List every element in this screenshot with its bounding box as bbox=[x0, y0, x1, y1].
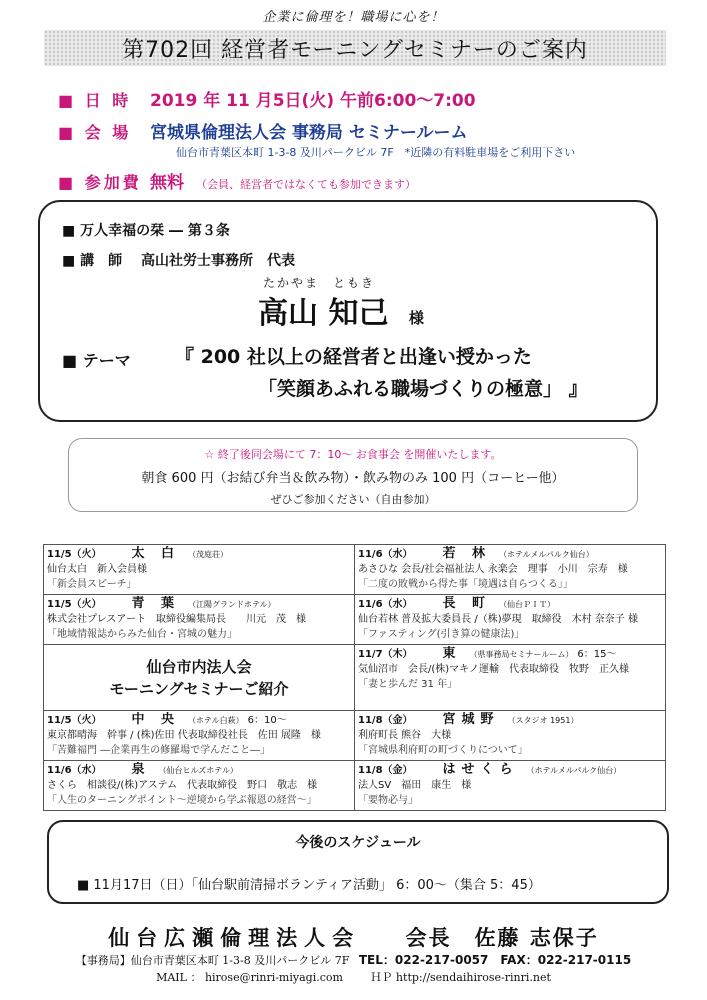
website[interactable]: ＨＰ http://sendaihirose-rinri.net bbox=[370, 971, 551, 984]
schedule-cell-header bbox=[358, 646, 662, 662]
schedule-date: 11/5（火） bbox=[47, 549, 102, 560]
fee-row bbox=[58, 168, 416, 193]
schedule-date: 11/8（金） bbox=[358, 765, 413, 776]
schedule-place: 東 bbox=[442, 646, 462, 661]
schedule-title: 「新会員スピーチ」 bbox=[47, 579, 137, 590]
office-address: 【事務局】仙台市青葉区本町 1-3-8 及川パークビル 7F bbox=[75, 954, 350, 967]
lecturer-line: ■ 講 師 高山社労士事務所 代表 bbox=[62, 253, 295, 269]
speaker-name-block bbox=[258, 288, 424, 332]
schedule-cell-header bbox=[47, 712, 351, 728]
schedule-title: 「宮城県利府町の町づくりについて」 bbox=[358, 745, 528, 756]
schedule-speaker: 気仙沼市 会長/(株)マキノ運輸 代表取締役 牧野 正久様 bbox=[358, 664, 629, 675]
schedule-cell bbox=[355, 595, 666, 645]
schedule-speaker: 利府町長 熊谷 大様 bbox=[358, 730, 452, 741]
lecture-box bbox=[38, 200, 658, 422]
schedule-cell bbox=[44, 711, 355, 761]
schedule-hall: （ホテルメルパルク仙台） bbox=[526, 766, 622, 775]
tel-fax: TEL：022-217-0057 FAX：022-217-0115 bbox=[358, 953, 632, 967]
schedule-speaker: 仙台若林 普及拡大委員長 /（株)夢現 取締役 木村 奈奈子 様 bbox=[358, 614, 638, 625]
schedule-cell-header bbox=[47, 596, 351, 612]
schedule-place: 太 白 bbox=[131, 546, 181, 561]
table-row bbox=[44, 711, 666, 761]
schedule-speaker: 株式会社プレスアート 取締役編集局長 川元 茂 様 bbox=[47, 614, 306, 625]
contact-line-1 bbox=[0, 951, 707, 968]
meal-invite: ぜひご参加ください（自由参加） bbox=[270, 493, 436, 506]
schedule-time: 6：15～ bbox=[577, 649, 617, 660]
fee-label: ■ 参加費 bbox=[58, 173, 142, 192]
schedule-speaker: 東京都晴海 幹事 / (株)佐田 代表取締役社長 佐田 展隆 様 bbox=[47, 730, 321, 741]
schedule-title: 「要物必与」 bbox=[358, 795, 418, 806]
schedule-speaker: あさひな 会長/社会福祉法人 永楽会 理事 小川 宗寿 様 bbox=[358, 564, 628, 575]
theme-line-1: 『 200 社以上の経営者と出逢い授かった bbox=[175, 346, 532, 368]
schedule-date: 11/8（金） bbox=[358, 715, 413, 726]
schedule-cell bbox=[355, 711, 666, 761]
date-value: 2019 年 11 月5日(火) 午前6:00～7:00 bbox=[150, 91, 476, 111]
schedule-hall: （江陽グランドホテル） bbox=[188, 600, 276, 609]
schedule-date: 11/6（水） bbox=[358, 549, 413, 560]
schedule-intro-line-2: モーニングセミナーご紹介 bbox=[109, 679, 289, 698]
email[interactable]: MAIL ： hirose@rinri-miyagi.com bbox=[156, 971, 343, 984]
schedule-cell bbox=[44, 595, 355, 645]
schedule-cell-header bbox=[358, 546, 662, 562]
series-line: ■ 万人幸福の栞 ― 第３条 bbox=[62, 223, 230, 239]
schedule-time: 6：10～ bbox=[247, 715, 287, 726]
schedule-place: 宮城野 bbox=[442, 712, 500, 727]
page-title: 第702回 経営者モーニングセミナーのご案内 bbox=[44, 30, 666, 66]
schedule-place: 長 町 bbox=[442, 596, 492, 611]
schedule-speaker: 法人SV 福田 康生 様 bbox=[358, 780, 472, 791]
schedule-title: 「妻と歩んだ 31 年」 bbox=[358, 679, 458, 690]
schedule-cell-header bbox=[358, 712, 662, 728]
speaker-ruby: たかやま ともき bbox=[263, 276, 376, 290]
schedule-hall: （スタジオ 1951） bbox=[507, 716, 579, 725]
table-row bbox=[44, 545, 666, 595]
venue-address: 仙台市青葉区本町 1-3-8 及川パークビル 7F *近隣の有料駐車場をご利用下さい bbox=[176, 146, 576, 159]
schedule-intro-line-1: 仙台市内法人会 bbox=[146, 657, 252, 676]
date-label: ■ 日 時 bbox=[58, 91, 132, 110]
future-schedule-box bbox=[47, 820, 669, 904]
meal-note: ☆ 終了後同会場にて 7：10～ お食事会 を開催いたします。 bbox=[204, 448, 502, 461]
venue-row bbox=[58, 118, 468, 143]
schedule-title: 「人生のターニングポイント～逆境から学ぶ報恩の経営～」 bbox=[47, 795, 317, 806]
president-name: 会長 佐藤 志保子 bbox=[405, 925, 599, 950]
schedule-title: 「二度の敗戦から得た事「境遇は自らつくる」」 bbox=[358, 579, 573, 590]
meal-price: 朝食 600 円（お結び弁当＆飲み物）・飲み物のみ 100 円（コーヒー他） bbox=[141, 471, 565, 486]
table-row bbox=[44, 761, 666, 811]
theme-line-2: 「笑顔あふれる職場づくりの極意」 』 bbox=[258, 378, 588, 400]
schedule-intro-cell bbox=[44, 645, 355, 711]
schedule-hall: （県事務局セミナールーム） bbox=[469, 650, 574, 659]
schedule-speaker: さくら 相談役/(株)アステム 代表取締役 野口 敬志 様 bbox=[47, 780, 318, 791]
schedule-table bbox=[43, 544, 666, 811]
venue-value: 宮城県倫理法人会 事務局 セミナールーム bbox=[150, 123, 468, 143]
schedule-cell-header bbox=[358, 596, 662, 612]
schedule-title: 「苦難福門 ―企業再生の修羅場で学んだこと―」 bbox=[47, 745, 271, 756]
schedule-body bbox=[44, 545, 666, 811]
schedule-hall: （ホテルメルパルク仙台） bbox=[499, 550, 594, 559]
speaker-suffix: 様 bbox=[408, 309, 424, 327]
schedule-place: 中 央 bbox=[131, 712, 181, 727]
schedule-cell bbox=[44, 545, 355, 595]
tagline: 企業に倫理を！職場に心を！ bbox=[262, 10, 445, 25]
venue-label: ■ 会 場 bbox=[58, 123, 132, 142]
schedule-date: 11/6（水） bbox=[358, 599, 413, 610]
schedule-cell bbox=[355, 761, 666, 811]
schedule-date: 11/7（木） bbox=[358, 649, 413, 660]
schedule-cell-header bbox=[47, 762, 351, 778]
schedule-place: 青 葉 bbox=[131, 596, 181, 611]
schedule-speaker: 仙台太白 新入会員様 bbox=[47, 564, 147, 575]
schedule-place: 若 林 bbox=[442, 546, 492, 561]
schedule-hall: （茂庭荘） bbox=[188, 550, 229, 559]
schedule-cell bbox=[44, 761, 355, 811]
speaker-name: 高山 知己 bbox=[258, 296, 389, 331]
theme-label: ■ テーマ bbox=[62, 351, 131, 370]
schedule-cell bbox=[355, 645, 666, 711]
schedule-cell bbox=[355, 545, 666, 595]
schedule-place: 泉 bbox=[131, 762, 151, 777]
schedule-date: 11/5（火） bbox=[47, 599, 102, 610]
table-row bbox=[44, 645, 666, 711]
schedule-title: 「ファスティング(引き算の健康法)」 bbox=[358, 629, 525, 640]
future-title: 今後のスケジュール bbox=[295, 835, 421, 851]
contact-line-2 bbox=[0, 969, 707, 985]
schedule-hall: （ホテル白萩） bbox=[188, 716, 244, 725]
schedule-cell-header bbox=[47, 546, 351, 562]
schedule-hall: （仙台ＰＩＴ） bbox=[499, 600, 556, 609]
date-row bbox=[58, 86, 476, 111]
organizer-line bbox=[0, 922, 707, 952]
meal-box bbox=[68, 438, 638, 512]
table-row bbox=[44, 595, 666, 645]
schedule-cell-header bbox=[358, 762, 662, 778]
schedule-place: はせくら bbox=[442, 762, 519, 777]
schedule-date: 11/5（火） bbox=[47, 715, 102, 726]
organization-name: 仙台広瀬倫理法人会 bbox=[108, 925, 361, 950]
schedule-date: 11/6（水） bbox=[47, 765, 102, 776]
schedule-title: 「地域情報誌からみた仙台・宮城の魅力」 bbox=[47, 629, 237, 640]
future-item: ■ 11月17日（日）「仙台駅前清掃ボランティア活動」 6：00～（集合 5：45） bbox=[77, 878, 541, 893]
fee-value: 無料 bbox=[150, 173, 184, 193]
fee-note: （会員、経営者ではなくても参加できます） bbox=[196, 178, 416, 191]
schedule-hall: （仙台ヒルズホテル） bbox=[158, 766, 238, 775]
